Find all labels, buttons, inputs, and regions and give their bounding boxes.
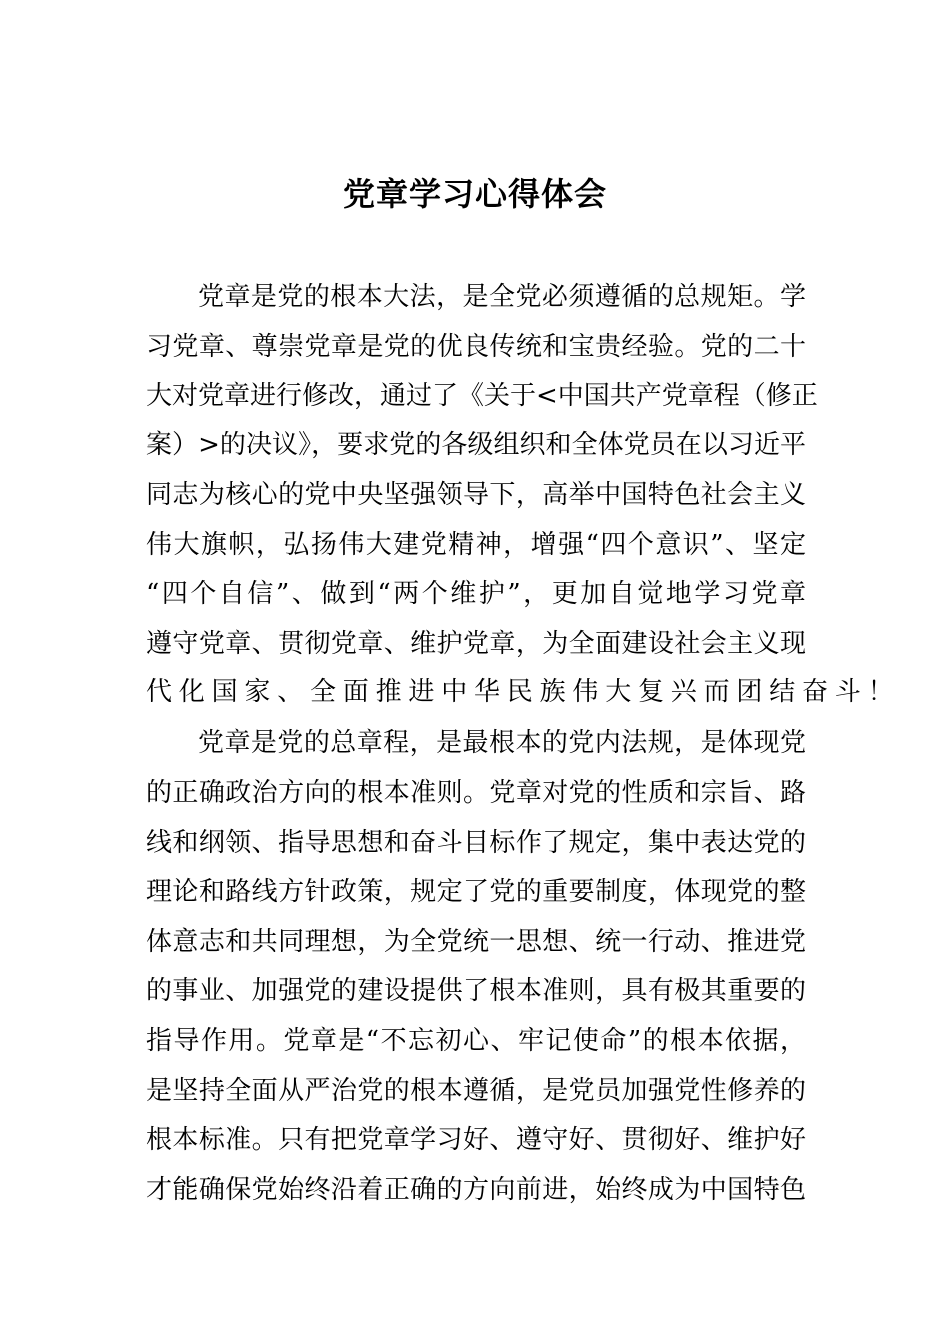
text-line: 线和纲领、指导思想和奋斗目标作了规定，集中表达党的 (146, 828, 806, 858)
document-title: 党章学习心得体会 (342, 175, 607, 213)
text-line: 指导作用。党章是“不忘初心、牢记使命”的根本依据， (146, 1026, 806, 1056)
text-line: 遵守党章、贯彻党章、维护党章，为全面建设社会主义现 (146, 629, 806, 659)
text-line: 体意志和共同理想，为全党统一思想、统一行动、推进党 (146, 927, 806, 957)
text-line: 党章是党的根本大法，是全党必须遵循的总规矩。学 (198, 282, 806, 312)
text-line: 伟大旗帜，弘扬伟大建党精神，增强“四个意识”、坚定 (146, 530, 806, 560)
text-line: 代化国家、全面推进中华民族伟大复兴而团结奋斗！ (146, 677, 901, 707)
text-line: 根本标准。只有把党章学习好、遵守好、贯彻好、维护好 (146, 1125, 806, 1155)
text-line: 大对党章进行修改，通过了《关于<中国共产党章程（修正 (146, 381, 818, 411)
text-line: “四个自信”、做到“两个维护”，更加自觉地学习党章 (146, 579, 806, 609)
text-line: 才能确保党始终沿着正确的方向前进，始终成为中国特色 (146, 1175, 806, 1205)
text-line: 习党章、尊崇党章是党的优良传统和宝贵经验。党的二十 (146, 332, 806, 362)
text-line: 案）>的决议》，要求党的各级组织和全体党员在以习近平 (146, 430, 806, 460)
text-line: 的正确政治方向的根本准则。党章对党的性质和宗旨、路 (146, 778, 806, 808)
text-line: 的事业、加强党的建设提供了根本准则，具有极其重要的 (146, 976, 806, 1006)
text-line: 同志为核心的党中央坚强领导下，高举中国特色社会主义 (146, 480, 806, 510)
text-line: 理论和路线方针政策，规定了党的重要制度，体现党的整 (146, 877, 806, 907)
text-line: 是坚持全面从严治党的根本遵循，是党员加强党性修养的 (146, 1076, 806, 1106)
text-line: 党章是党的总章程，是最根本的党内法规，是体现党 (198, 728, 806, 758)
